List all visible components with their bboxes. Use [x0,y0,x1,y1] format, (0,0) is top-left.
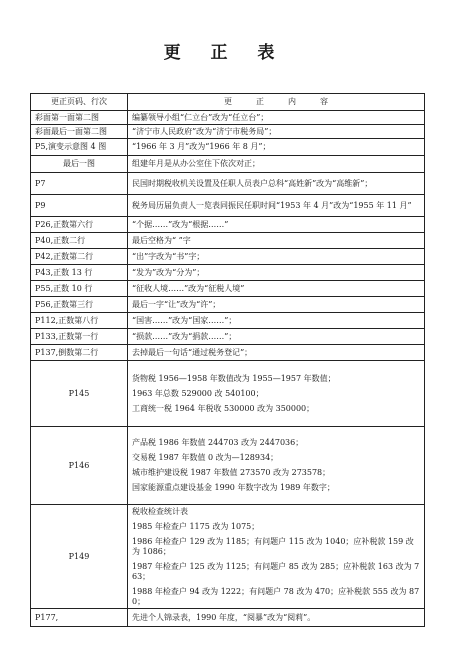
correction-line: 1987 年检查户 125 改为 1125；有问题户 85 改为 285；应补税款 163 改为 763； [132,561,420,581]
correction-cell [128,427,425,505]
table-row [31,139,425,156]
location-cell: P43,正数 13 行 [31,265,128,281]
table-row [31,427,425,505]
correction-line: 1963 年总数 529000 改 540100； [132,388,264,398]
table-row [31,265,425,281]
location-cell: P42,正数第二行 [31,249,128,265]
table-row [31,345,425,361]
location-cell: P177, [31,609,128,627]
correction-cell [128,609,425,627]
correction-cell [128,195,425,217]
correction-line: 最后空格为“ ”字 [132,235,191,245]
correction-line: “1966 年 3 月”改为“1966 年 8 月”； [132,142,271,151]
location-cell: P55,正数 10 行 [31,281,128,297]
correction-line: 工商统一税 1964 年税收 530000 改为 350000； [132,403,315,413]
correction-line: 先进个人锦录表，1990 年度，“阅暴”改为“阅莉”。 [132,612,316,622]
correction-cell [128,329,425,345]
correction-line: “征收人境……”改为“征税人境” [132,283,245,293]
correction-cell [128,156,425,173]
correction-line: 组建年月是从办公室住下依次对正； [132,159,260,168]
correction-line: 税收检查统计表 [132,506,188,516]
column-header-location: 更正页码、行次 [31,94,128,111]
table-row [31,125,425,139]
correction-cell [128,249,425,265]
location-cell: P9 [31,195,128,217]
location-cell: 最后一图 [31,156,128,173]
correction-cell [128,297,425,313]
location-cell: P145 [31,361,128,427]
table-row [31,173,425,195]
location-cell: P56,正数第三行 [31,297,128,313]
table-row [31,156,425,173]
correction-cell [128,505,425,609]
location-cell: P146 [31,427,128,505]
correction-line: “发为”改为“分为”； [132,267,205,277]
location-cell: 彩面第一面第二图 [31,111,128,125]
location-cell: P133,正数第一行 [31,329,128,345]
table-row [31,505,425,609]
correction-line: 城市维护建设税 1987 年数值 273570 改为 273578； [132,468,331,477]
correction-line: 国家能源重点建设基金 1990 年数字改为 1989 年数字； [132,483,335,492]
location-cell: 彩面最后一面第二图 [31,125,128,139]
table-row [31,217,425,233]
correction-line: 民国时期税收机关设置及任职人员表户总科“高姓新”改为“高维新”； [132,178,373,188]
location-cell: P40,正数二行 [31,233,128,249]
table-row [31,111,425,125]
correction-line: “损款……”改为“捐款……”； [132,331,237,341]
correction-line: 税务局历届负责人一览表同振民任职时间“1953 年 4 月”改为“1955 年 11 月” [132,200,412,210]
page-title: 更 正 表 [163,43,287,63]
correction-line: 去掉最后一句话“通过税务登记”； [132,347,253,357]
table-row [31,233,425,249]
correction-line: 编纂领导小组“仁立台”改为“任立台”； [132,112,269,122]
correction-line: “出”字改为“书”字； [132,251,205,261]
column-header-correction: 更 正 内 容 [128,94,425,111]
correction-cell [128,173,425,195]
correction-cell [128,265,425,281]
correction-line: “济宁市人民政府”改为“济宁市税务局”； [132,126,277,136]
correction-cell [128,345,425,361]
correction-line: “国害……”改为“国家……”； [132,315,237,325]
table-row [31,281,425,297]
correction-line: 最后一字“让”改为“许”； [132,299,221,309]
errata-table [30,93,425,627]
errata-body [31,111,425,627]
location-cell: P137,倒数第二行 [31,345,128,361]
correction-line: 1988 年检查户 94 改为 1222；有问题户 78 改为 470；应补税款 555 改为 870； [132,586,420,606]
location-cell: P26,正数第六行 [31,217,128,233]
correction-cell [128,111,425,125]
correction-line: 1985 年检查户 1175 改为 1075； [132,521,260,531]
correction-line: 交易税 1987 年数值 0 改为—128934； [132,453,279,462]
table-row [31,195,425,217]
location-cell: P7 [31,173,128,195]
correction-line: “个据……”改为“根据……” [132,219,229,229]
table-row [31,249,425,265]
table-row [31,297,425,313]
correction-line: 1986 年检查户 129 改为 1185；有问题户 115 改为 1040；应补税款 159 改为 1086； [132,536,414,556]
correction-cell [128,125,425,139]
correction-cell [128,361,425,427]
correction-cell [128,281,425,297]
correction-cell [128,313,425,329]
location-cell: P5,演变示意图 4 图 [31,139,128,156]
correction-cell [128,217,425,233]
table-header-row [31,94,425,111]
table-row [31,609,425,627]
correction-line: 货物税 1956—1958 年数值改为 1955—1957 年数值； [132,373,336,383]
table-row [31,361,425,427]
location-cell: P149 [31,505,128,609]
table-row [31,313,425,329]
table-row [31,329,425,345]
correction-cell [128,139,425,156]
correction-cell [128,233,425,249]
correction-line: 产品税 1986 年数值 244703 改为 2447036； [132,438,304,447]
location-cell: P112,正数第八行 [31,313,128,329]
